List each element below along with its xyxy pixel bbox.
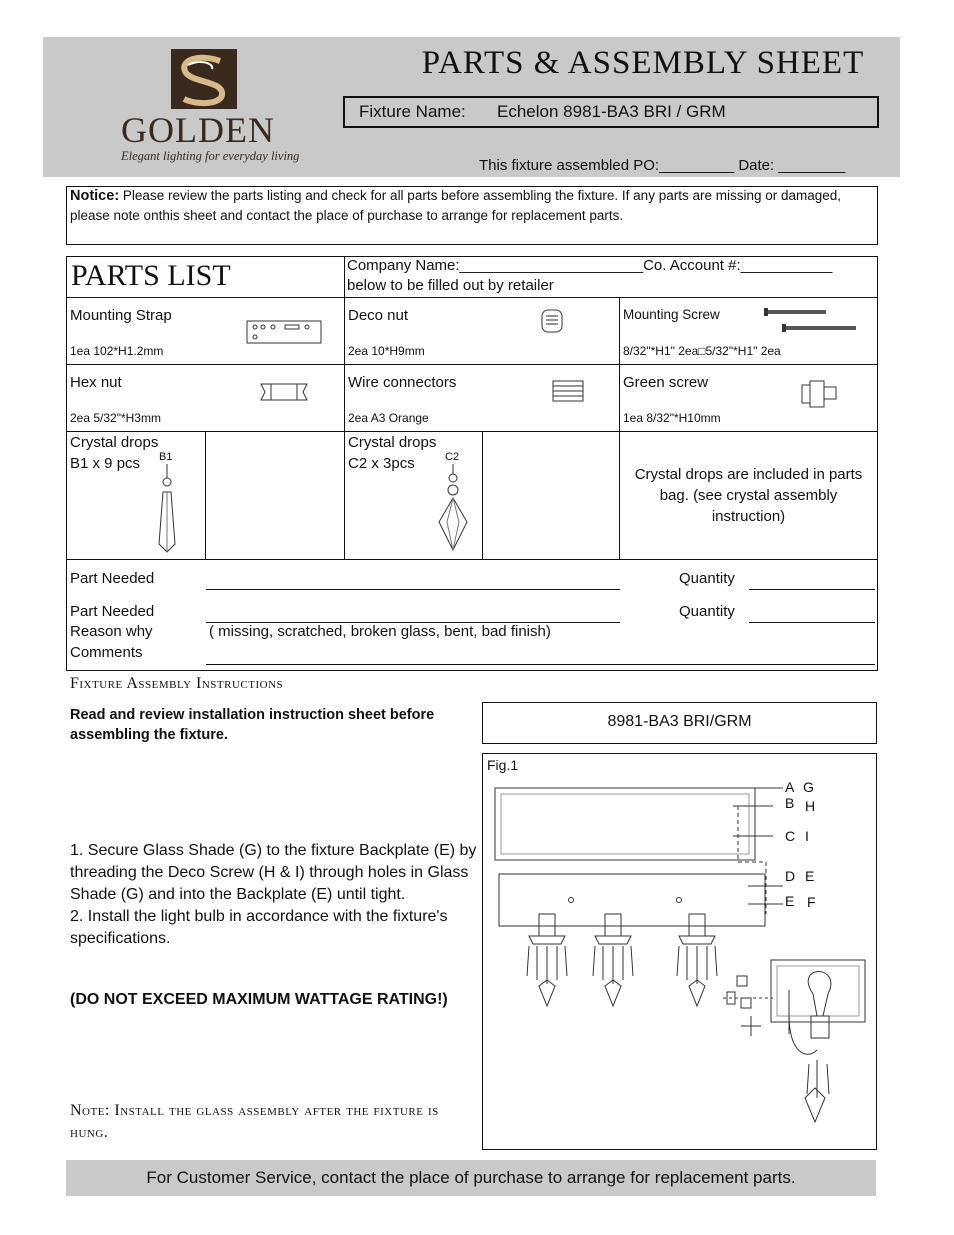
fig-letter: A	[785, 779, 795, 795]
part-name: Wire connectors	[348, 374, 457, 391]
fig-letter: I	[805, 828, 809, 844]
company-name-line: Company Name:______________________Co. Account #:___________	[347, 257, 833, 274]
part-green-screw	[620, 365, 877, 432]
reason-label: Reason why	[70, 623, 153, 640]
part-name: Green screw	[623, 374, 709, 391]
part-mounting-screw	[620, 298, 877, 365]
step-2: 2. Install the light bulb in accordance with the fixture's specifications.	[70, 908, 448, 947]
part-qty: C2 x 3pcs	[348, 455, 415, 472]
fig-letter: C	[785, 828, 796, 844]
crystal-drop-c2-icon	[435, 464, 475, 556]
fig-letter: E	[805, 868, 815, 884]
part-needed-field[interactable]	[206, 589, 620, 590]
crystal-tag: B1	[159, 451, 173, 463]
part-spec: 2ea A3 Orange	[348, 411, 429, 425]
green-screw-icon	[796, 375, 840, 415]
hex-nut-icon	[257, 381, 311, 403]
footer-band	[66, 1160, 876, 1196]
part-name: Crystal drops	[348, 434, 437, 451]
model-number: 8981-BA3 BRI/GRM	[607, 713, 752, 730]
quantity-label: Quantity	[679, 603, 735, 620]
wire-connector-icon	[549, 379, 589, 403]
fig-letter: F	[807, 894, 816, 910]
part-needed-label: Part Needed	[70, 570, 155, 587]
part-crystal-c2	[345, 432, 483, 560]
part-deco-nut	[345, 298, 620, 365]
fig-letter: E	[785, 893, 795, 909]
part-mounting-strap	[67, 298, 345, 365]
part-needed-label: Part Needed	[70, 603, 155, 620]
assembly-steps	[70, 840, 482, 950]
fixture-diagram-icon	[483, 754, 876, 1149]
reason-options: ( missing, scratched, broken glass, bent, bad finish)	[209, 623, 551, 640]
comments-label: Comments	[70, 644, 143, 661]
part-name: Crystal drops	[70, 434, 159, 451]
notice-body: Please review the parts listing and check for all parts before assembling the fixture. If any parts are missing or damaged, please note onthis sheet and contact the place of purchase to arrange for replacement parts.	[70, 188, 842, 223]
parts-list-table	[66, 256, 878, 671]
quantity-field[interactable]	[749, 589, 875, 590]
empty-cell	[483, 432, 620, 560]
deco-nut-icon	[539, 308, 569, 334]
fixture-name-box	[343, 96, 879, 128]
model-box	[482, 702, 877, 744]
header-band	[43, 37, 900, 177]
crystal-note: Crystal drops are included in parts bag. (see crystal assembly instruction)	[634, 466, 863, 525]
instructions-heading: Fixture Assembly Instructions	[70, 675, 284, 692]
part-name: Mounting Screw	[623, 307, 720, 322]
crystal-note-cell	[620, 432, 877, 560]
page-title: PARTS & ASSEMBLY SHEET	[421, 45, 865, 81]
customer-service-note: For Customer Service, contact the place of purchase to arrange for replacement parts.	[146, 1168, 796, 1187]
quantity-label: Quantity	[679, 570, 735, 587]
wattage-warning: (DO NOT EXCEED MAXIMUM WATTAGE RATING!)	[70, 991, 448, 1008]
golden-logo	[121, 43, 300, 173]
figure-label: Fig.1	[487, 757, 519, 773]
part-needed-section	[67, 560, 877, 670]
glass-assembly-note: Note: Install the glass assembly after the fixture is hung.	[70, 1102, 439, 1141]
notice-label: Notice:	[70, 188, 120, 204]
fig-letter: G	[803, 779, 814, 795]
po-date-line: This fixture assembled PO:_________ Date: ________	[479, 157, 846, 174]
fig-letter: B	[785, 795, 795, 811]
part-spec: 1ea 8/32"*H10mm	[623, 411, 721, 425]
part-spec: 2ea 5/32"*H3mm	[70, 411, 161, 425]
fig-letter: H	[805, 798, 816, 814]
fixture-name-label: Fixture Name:	[359, 102, 466, 121]
retailer-note: below to be filled out by retailer	[347, 277, 554, 294]
part-qty: B1 x 9 pcs	[70, 455, 141, 472]
crystal-tag: C2	[445, 451, 460, 463]
crystal-drop-b1-icon	[153, 464, 183, 556]
part-crystal-b1	[67, 432, 206, 560]
retailer-info-cell	[345, 257, 877, 298]
step-1: 1. Secure Glass Shade (G) to the fixture Backplate (E) by threading the Deco Screw (H & I) through holes in Glass Shade (G) and into the Backplate (E) until tight.	[70, 842, 477, 903]
notice-box	[66, 186, 878, 245]
fig-letter: D	[785, 868, 796, 884]
part-spec: 1ea 102*H1.2mm	[70, 344, 164, 358]
read-first-note: Read and review installation instruction sheet before assembling the fixture.	[70, 707, 435, 743]
part-name: Mounting Strap	[70, 307, 172, 324]
part-spec: 8/32"*H1" 2ea□5/32"*H1" 2ea	[623, 344, 781, 358]
part-spec: 2ea 10*H9mm	[348, 344, 425, 358]
part-name: Deco nut	[348, 307, 409, 324]
comments-field[interactable]	[206, 664, 875, 665]
part-hex-nut	[67, 365, 345, 432]
part-wire-connectors	[345, 365, 620, 432]
notice-text-block	[70, 186, 870, 225]
assembly-figure	[482, 753, 877, 1150]
brand-name: GOLDEN	[121, 110, 275, 150]
mounting-screw-icon	[760, 304, 860, 336]
mounting-strap-icon	[245, 318, 325, 348]
part-name: Hex nut	[70, 374, 122, 391]
empty-cell	[206, 432, 345, 560]
quantity-field[interactable]	[749, 622, 875, 623]
parts-list-title-cell	[67, 257, 345, 298]
parts-list-title: PARTS LIST	[71, 259, 231, 292]
brand-tagline: Elegant lighting for everyday living	[121, 149, 300, 163]
fixture-name-value: Echelon 8981-BA3 BRI / GRM	[497, 102, 726, 121]
